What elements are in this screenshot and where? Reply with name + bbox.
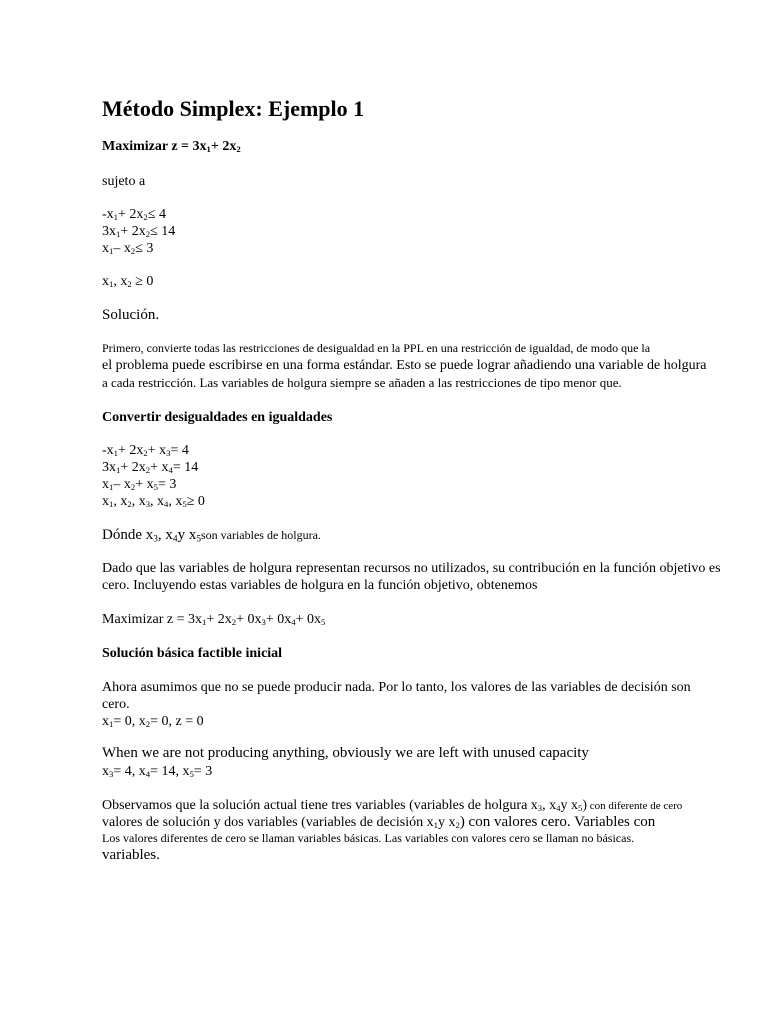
constraint-2: $3x_1+ 2x_2\le 14$ xyxy=(102,224,176,240)
non-negativity: $x_1$, $x_2 \ge 0$ xyxy=(102,274,154,290)
decision-values: $x_1= 0$, $x_2= 0$, z = 0 xyxy=(102,714,204,730)
equality-3: $x_1-$ $x_2+ x_5= 3$ xyxy=(102,477,177,493)
intro-paragraph-line: el problema puede escribirse en una forma estándar. Esto se puede lograr añadiendo una variable de holgura xyxy=(102,358,707,373)
slack-values: $x_3= 4$, $x_4= 14$, $x_5= 3$ xyxy=(102,764,213,780)
contribution-paragraph-line: cero. Incluyendo estas variables de holgura en la función objetivo, obtenemos xyxy=(102,578,538,593)
observe-paragraph-line-1: Observamos que la solución actual tiene tres variables (variables de holgura $x_3$, $x_4y$ $x_5$) con diferente de cero xyxy=(102,798,683,814)
observe-paragraph-line-2: valores de solución y dos variables (variables de decisión $x_1y$ $x_2$) con valores cero. Variables con xyxy=(102,814,656,831)
slack-variables-note: Dónde $x_3$, $x_4y$ $x_5son$ variables de holgura. xyxy=(102,527,321,545)
bfs-heading: Solución básica factible inicial xyxy=(102,646,283,661)
equality-1: $-x_1+ 2x_2+ x_3= 4$ xyxy=(102,443,189,459)
page-title: Método Simplex: Ejemplo 1 xyxy=(102,96,365,121)
unused-capacity-text: When we are not producing anything, obviously we are left with unused capacity xyxy=(102,745,589,761)
observe-paragraph-line-3: Los valores diferentes de cero se llaman variables básicas. Las variables con valores cero se llaman no básicas. xyxy=(102,831,635,845)
assume-paragraph-line: Ahora asumimos que no se puede producir nada. Por lo tanto, los valores de las variables de decisión son xyxy=(102,680,691,695)
all-non-negativity: $x_1$, $x_2$, $x_3$, $x_4$, $x_5\ge 0$ xyxy=(102,494,205,510)
constraint-1: $-x_1+ 2x_2\le 4$ xyxy=(102,207,166,223)
objective-function: Maximizar $z = 3x_1+ 2x_2$ xyxy=(102,139,241,155)
solution-label: Solución. xyxy=(102,307,160,323)
equality-2: $3x_1+ 2x_2+ x_4= 14$ xyxy=(102,460,199,476)
contribution-paragraph-line: Dado que las variables de holgura representan recursos no utilizados, su contribución en la función objetivo es xyxy=(102,561,721,576)
intro-paragraph-line: Primero, convierte todas las restricciones de desigualdad en la PPL en una restricción de igualdad, de modo que la xyxy=(102,341,651,355)
subject-to-label: sujeto a xyxy=(102,174,146,189)
assume-paragraph-line: cero. xyxy=(102,697,130,712)
convert-heading: Convertir desigualdades en igualdades xyxy=(102,410,333,425)
objective-full: Maximizar $z = 3x_1+ 2x_2+ 0x_3+ 0x_4+ 0x_5$ xyxy=(102,612,326,628)
intro-paragraph-line: a cada restricción. Las variables de holgura siempre se añaden a las restricciones de tipo menor que. xyxy=(102,375,622,390)
observe-paragraph-line-4: variables. xyxy=(102,847,160,863)
constraint-3: $x_1-$ $x_2\le 3$ xyxy=(102,241,154,257)
